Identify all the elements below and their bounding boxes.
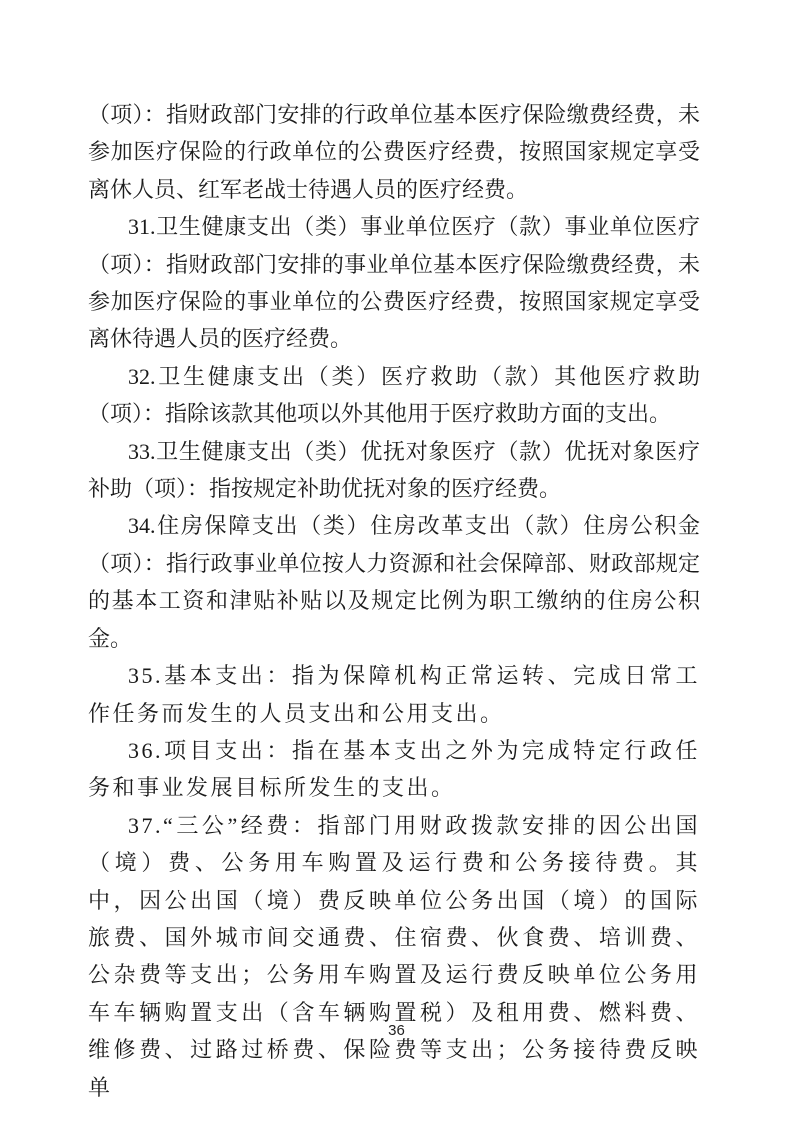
paragraph-30-continuation: （项）：指财政部门安排的行政单位基本医疗保险缴费经费，未参加医疗保险的行政单位的公费医疗经费，按照国家规定享受离休人员、红军老战士待遇人员的医疗经费。 [88,102,700,202]
page-content [88,96,700,1106]
paragraph-31: 31.卫生健康支出（类）事业单位医疗（款）事业单位医疗（项）：指财政部门安排的事业单位基本医疗保险缴费经费，未参加医疗保险的事业单位的公费医疗经费，按照国家规定享受离休待遇人员的医疗经费。 [88,214,700,352]
paragraph-33: 33.卫生健康支出（类）优抚对象医疗（款）优抚对象医疗补助（项）：指按规定补助优抚对象的医疗经费。 [88,438,700,502]
paragraph-32: 32.卫生健康支出（类）医疗救助（款）其他医疗救助（项）：指除该款其他项以外其他用于医疗救助方面的支出。 [88,363,700,427]
paragraph-35: 35.基本支出：指为保障机构正常运转、完成日常工作任务而发生的人员支出和公用支出。 [88,663,700,726]
paragraph-37: 37.“三公”经费：指部门用财政拨款安排的因公出国（境）费、公务用车购置及运行费和公务接待费。其中，因公出国（境）费反映单位公务出国（境）的国际旅费、国外城市间交通费、住宿费、伙食费、培训费、公杂费等支出；公务用车购置及运行费反映单位公务用车车辆购置支出（含车辆购置税）及租用费、燃料费、维修费、过路过桥费、保险费等支出；公务接待费反映单 [88,812,700,1100]
paragraph-34: 34.住房保障支出（类）住房改革支出（款）住房公积金（项）：指行政事业单位按人力资源和社会保障部、财政部规定的基本工资和津贴补贴以及规定比例为职工缴纳的住房公积金。 [88,513,700,651]
page-number: 36 [388,1022,405,1039]
paragraph-36: 36.项目支出：指在基本支出之外为完成特定行政任务和事业发展目标所发生的支出。 [88,737,700,801]
